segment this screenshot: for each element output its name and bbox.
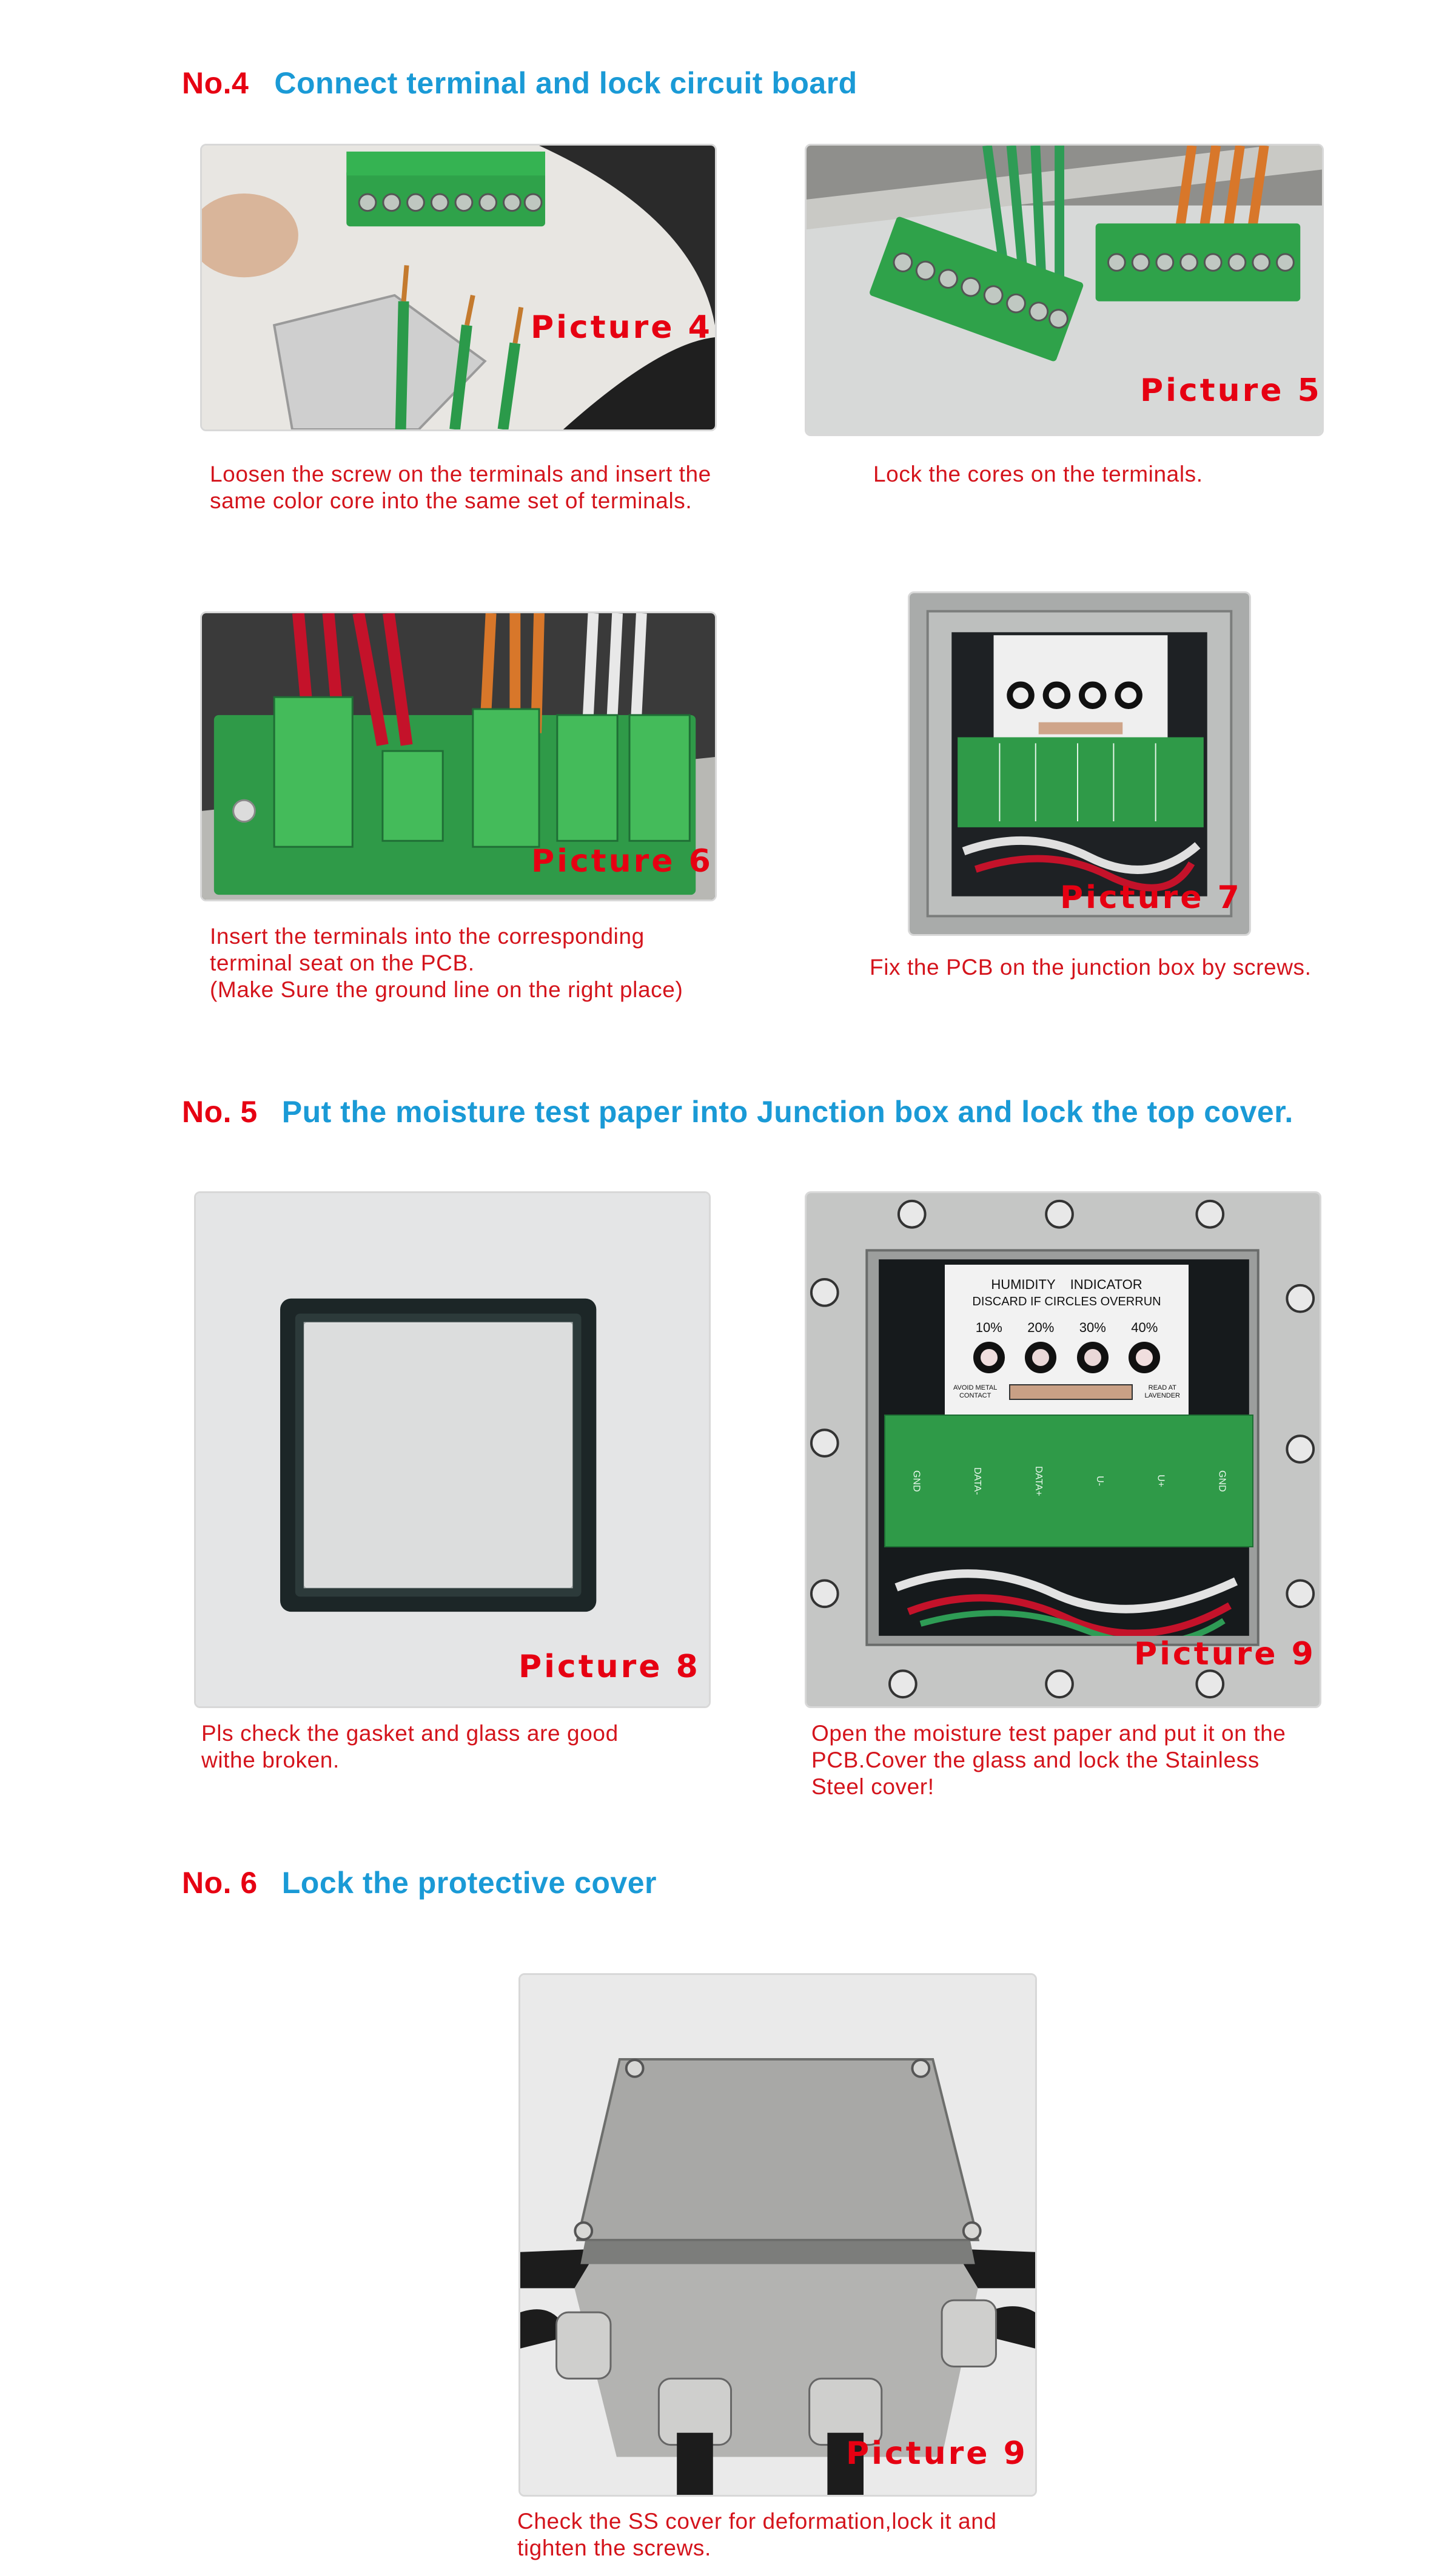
pcb-label: GND: [911, 1470, 922, 1492]
section-title: Put the moisture test paper into Junction box and lock the top cover.: [281, 1095, 1293, 1129]
picture-5-caption: Lock the cores on the terminals.: [873, 462, 1203, 486]
pcb-board: [884, 1415, 1253, 1547]
picture-7-label: Picture 7: [1060, 880, 1242, 916]
humidity-strip: [1009, 1384, 1133, 1400]
picture-6-label: Picture 6: [531, 843, 713, 880]
humidity-circle: [973, 1342, 1005, 1373]
picture-9-label: Picture 9: [1134, 1636, 1316, 1672]
picture-9-caption: Open the moisture test paper and put it on the PCB.Cover the glass and lock the Stainless Steel cover!: [811, 1721, 1286, 1799]
wires: [884, 1551, 1248, 1636]
pcb-label: GND: [1216, 1470, 1227, 1492]
humidity-level: 10%: [975, 1320, 1002, 1335]
section-number: No. 6: [182, 1866, 258, 1900]
humidity-card-subtitle: DISCARD IF CIRCLES OVERRUN: [972, 1295, 1161, 1308]
picture-9b-caption: Check the SS cover for deformation,lock it and tighten the screws.: [517, 2509, 997, 2560]
humidity-level: 40%: [1131, 1320, 1158, 1335]
picture-6-caption: Insert the terminals into the corresponding terminal seat on the PCB. (Make Sure the ground line on the right place): [210, 924, 683, 1002]
picture-5-label: Picture 5: [1140, 372, 1322, 409]
humidity-level: 30%: [1079, 1320, 1106, 1335]
humidity-circle: [1025, 1342, 1056, 1373]
section-heading-6: [182, 1865, 657, 1900]
picture-4-caption: Loosen the screw on the terminals and insert the same color core into the same set of terminals.: [210, 462, 711, 513]
section-number: No.4: [182, 66, 249, 100]
picture-9b-photo: [518, 1973, 1037, 2497]
picture-9b-label: Picture 9: [846, 2435, 1028, 2472]
humidity-card-title: HUMIDITY INDICATOR: [991, 1277, 1142, 1292]
pcb-label: DATA+: [1033, 1465, 1044, 1496]
picture-4-photo: [200, 144, 717, 431]
humidity-note-right: READ AT LAVENDER: [1144, 1384, 1180, 1399]
pcb-label: U+: [1155, 1475, 1166, 1487]
picture-8-photo: [194, 1191, 711, 1708]
humidity-note-left: AVOID METAL CONTACT: [953, 1384, 998, 1399]
humidity-level: 20%: [1027, 1320, 1055, 1335]
picture-4-label: Picture 4: [531, 309, 713, 346]
picture-9-photo: [805, 1191, 1321, 1708]
picture-8-caption: Pls check the gasket and glass are good withe broken.: [201, 1721, 619, 1772]
pcb-label: U-: [1094, 1476, 1105, 1486]
picture-8-label: Picture 8: [518, 1649, 700, 1685]
pcb-label: DATA-: [972, 1467, 983, 1495]
humidity-circle: [1129, 1342, 1160, 1373]
section-title: Connect terminal and lock circuit board: [274, 66, 857, 100]
picture-7-caption: Fix the PCB on the junction box by screws.: [870, 955, 1312, 980]
section-title: Lock the protective cover: [281, 1866, 657, 1900]
section-heading-5: [182, 1094, 1293, 1129]
section-heading-4: [182, 66, 857, 101]
section-number: No. 5: [182, 1095, 258, 1129]
humidity-circle: [1077, 1342, 1109, 1373]
